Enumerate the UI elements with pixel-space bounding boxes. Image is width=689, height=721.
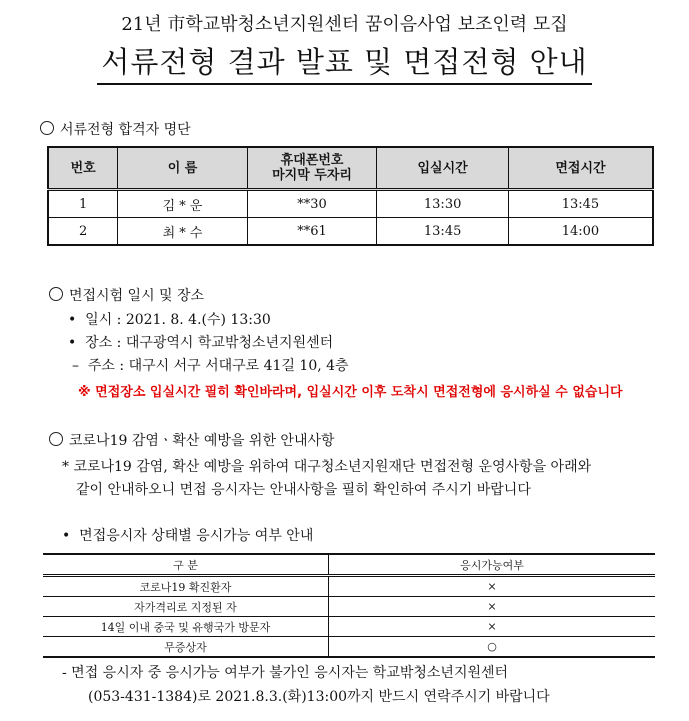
section-covid-heading [49, 430, 335, 450]
table-row [43, 576, 655, 597]
covid-note-line1: * 코로나19 감염, 확산 예방을 위하여 대구청소년지원재단 면접전형 운영사항을 아래와 [62, 459, 592, 475]
col-phone [247, 147, 377, 190]
section-heading-text: 코로나19 감염ㆍ확산 예방을 위한 안내사항 [69, 433, 335, 449]
entry-time-warning: ※ 면접장소 입실시간 필히 확인바라며, 입실시간 이후 도착시 면접전형에 응시하실 수 없습니다 [78, 385, 623, 400]
cell-number: 2 [48, 218, 118, 246]
cell-number: 1 [48, 190, 118, 218]
interview-place [68, 332, 333, 352]
cell-category: 14일 이내 중국 및 유행국가 방문자 [43, 617, 329, 637]
cell-phone: **30 [247, 190, 377, 218]
status-eligibility-table [43, 553, 655, 658]
bullet-dot-icon: • [68, 312, 77, 328]
cell-interview-time: 14:00 [508, 218, 653, 246]
table-row [43, 597, 655, 617]
section-interview-schedule-heading [49, 285, 204, 305]
cell-name: 최 * 수 [118, 218, 248, 246]
cell-phone: **61 [247, 218, 377, 246]
section-heading-text: 면접시험 일시 및 장소 [69, 288, 205, 304]
col-number: 번호 [48, 147, 118, 190]
table-header-row [43, 554, 655, 576]
section-document-results-heading [40, 119, 191, 139]
page-title [0, 40, 689, 85]
circle-bullet-icon [49, 287, 63, 301]
section-heading-text: 서류전형 합격자 명단 [60, 122, 191, 138]
table-row [48, 218, 653, 246]
col-entry-time: 입실시간 [377, 147, 509, 190]
cell-category: 무증상자 [43, 637, 329, 658]
col-phone-line2: 마지막 두자리 [272, 168, 352, 183]
cell-category: 코로나19 확진환자 [43, 576, 329, 597]
status-guide-heading-text: 면접응시자 상태별 응시가능 여부 안내 [79, 528, 314, 544]
col-interview-time: 면접시간 [508, 147, 653, 190]
table-header-row [48, 147, 653, 190]
table-row [48, 190, 653, 218]
table-row [43, 637, 655, 658]
col-category: 구 분 [43, 554, 329, 576]
circle-bullet-icon [40, 121, 54, 135]
cell-interview-time: 13:45 [508, 190, 653, 218]
cell-entry-time: 13:45 [377, 218, 509, 246]
bullet-dot-icon: • [68, 335, 77, 351]
interview-address [72, 355, 349, 375]
page-title-text: 서류전형 결과 발표 및 면접전형 안내 [97, 40, 591, 85]
status-guide-heading [62, 525, 313, 545]
cell-eligibility: × [329, 617, 656, 637]
cell-eligibility: × [329, 597, 656, 617]
table-row [43, 617, 655, 637]
covid-note-line2: 같이 안내하오니 면접 응시자는 안내사항을 필히 확인하여 주시기 바랍니다 [76, 482, 531, 498]
col-phone-line1: 휴대폰번호 [280, 153, 344, 168]
col-eligibility: 응시가능여부 [329, 554, 656, 576]
interview-address-text: 주소 : 대구시 서구 서대구로 41길 10, 4층 [87, 358, 349, 374]
interview-date-text: 일시 : 2021. 8. 4.(수) 13:30 [85, 312, 271, 328]
passed-applicants-table [47, 146, 654, 246]
circle-bullet-icon [49, 432, 63, 446]
page-subtitle: 21년 市학교밖청소년지원센터 꿈이음사업 보조인력 모집 [121, 14, 568, 35]
cell-category: 자가격리로 지정된 자 [43, 597, 329, 617]
cell-eligibility: × [329, 576, 656, 597]
cell-eligibility: ○ [329, 637, 656, 658]
cell-entry-time: 13:30 [377, 190, 509, 218]
interview-date [68, 309, 271, 329]
col-name: 이 름 [118, 147, 248, 190]
bullet-dot-icon: • [62, 528, 71, 544]
dash-icon: – [72, 358, 79, 374]
contact-note-line1: - 면접 응시자 중 응시가능 여부가 불가인 응시자는 학교밖청소년지원센터 [62, 665, 509, 681]
contact-note-line2: (053-431-1384)로 2021.8.3.(화)13:00까지 반드시 연락주시기 바랍니다 [88, 689, 550, 705]
interview-place-text: 장소 : 대구광역시 학교밖청소년지원센터 [85, 335, 334, 351]
cell-name: 김 * 운 [118, 190, 248, 218]
